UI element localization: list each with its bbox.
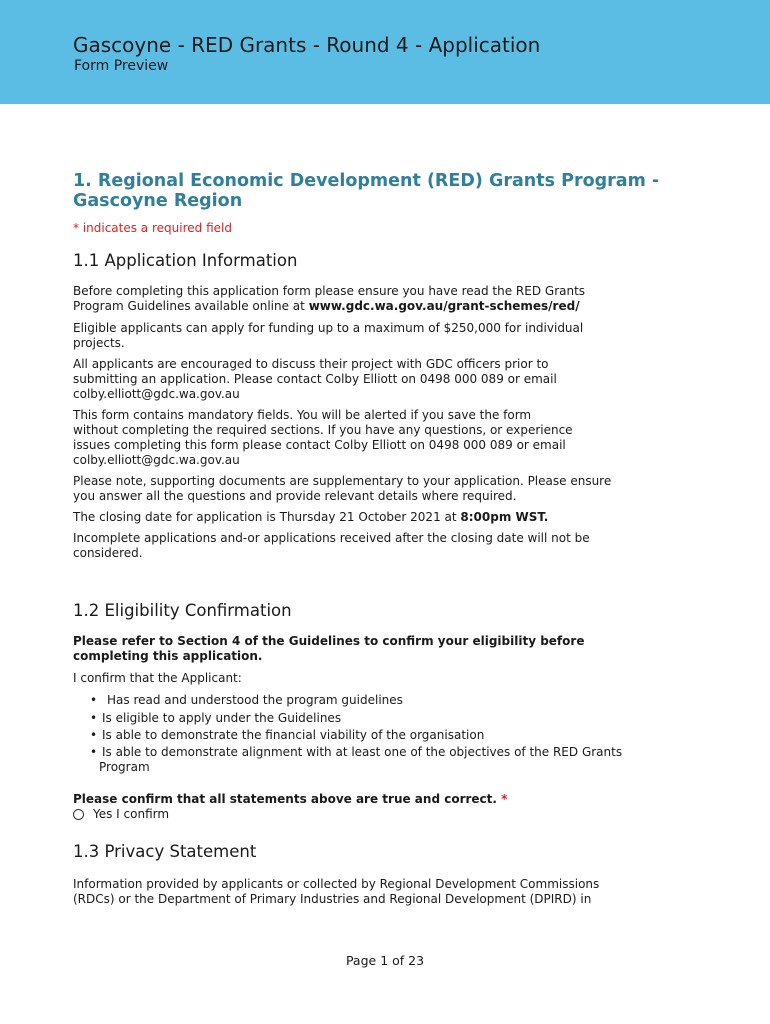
form-subtitle: Form Preview: [74, 58, 169, 74]
text-line: submitting an application. Please contact Colby Elliott on 0498 000 089 or email: [73, 372, 557, 386]
text-line: The closing date for application is Thursday 21 October 2021 at: [73, 510, 461, 524]
text-line: you answer all the questions and provide relevant details where required.: [73, 489, 517, 503]
application-info-paragraph-5: [73, 474, 673, 504]
list-item-text: Has read and understood the program guidelines: [107, 693, 403, 707]
application-info-paragraph-2: [73, 321, 673, 351]
application-info-paragraph-4: [73, 408, 673, 468]
text-line: considered.: [73, 546, 143, 560]
list-item-text: Is able to demonstrate alignment with at least one of the objectives of the RED Grants: [102, 744, 623, 759]
list-item-text-continued: Program: [99, 759, 150, 774]
text-line: issues completing this form please contact Colby Elliott on 0498 000 089 or email: [73, 438, 566, 452]
text-line: without completing the required sections. If you have any questions, or experience: [73, 423, 573, 437]
list-item-text: Is able to demonstrate the financial viability of the organisation: [102, 728, 485, 742]
radio-button[interactable]: [73, 809, 84, 820]
form-content: [73, 171, 673, 907]
privacy-paragraph: [73, 877, 673, 907]
text-line: (RDCs) or the Department of Primary Industries and Regional Development (DPIRD) in: [73, 891, 592, 906]
text-line: Incomplete applications and-or applications received after the closing date will not be: [73, 531, 590, 545]
closing-date-paragraph: [73, 510, 673, 525]
text-line: Before completing this application form please ensure you have read the RED Grants: [73, 284, 586, 298]
list-item: • Is eligible to apply under the Guidelines: [90, 710, 342, 725]
closing-time: 8:00pm WST.: [460, 510, 549, 524]
radio-label: Yes I confirm: [93, 806, 170, 821]
list-item: • Is able to demonstrate alignment with at least one of the objectives of the RED Grants Program: [90, 744, 623, 774]
section-1-title-line1: 1. Regional Economic Development (RED) Grants Program -: [73, 171, 660, 191]
text-line: This form contains mandatory fields. You will be alerted if you save the form: [73, 408, 532, 422]
text-line: Please confirm that all statements above are true and correct.: [73, 791, 497, 806]
contact-email: colby.elliott@gdc.wa.gov.au: [73, 453, 240, 467]
application-info-paragraph-3: [73, 357, 673, 402]
application-info-paragraph-7: [73, 531, 673, 561]
form-title: Gascoyne - RED Grants - Round 4 - Application: [73, 33, 541, 57]
section-1-3-heading: 1.3 Privacy Statement: [73, 841, 257, 861]
text-line: Program Guidelines available online at: [73, 299, 309, 313]
text-line: Please note, supporting documents are supplementary to your application. Please ensure: [73, 474, 612, 488]
section-1-2-heading: 1.2 Eligibility Confirmation: [73, 601, 292, 620]
eligibility-intro: I confirm that the Applicant:: [73, 671, 242, 685]
required-star: *: [501, 791, 508, 806]
list-item: • Is able to demonstrate the financial viability of the organisation: [90, 728, 485, 742]
text-line: Information provided by applicants or collected by Regional Development Commissions: [73, 876, 600, 891]
guidelines-link[interactable]: www.gdc.wa.gov.au/grant-schemes/red/: [308, 299, 580, 313]
contact-email: colby.elliott@gdc.wa.gov.au: [73, 387, 240, 401]
confirm-radio-option[interactable]: [73, 807, 673, 822]
text-line: Eligible applicants can apply for funding up to a maximum of $250,000 for individual: [73, 321, 584, 335]
list-item-text: Is eligible to apply under the Guidelines: [102, 710, 342, 725]
application-info-paragraph-1: [73, 284, 673, 314]
page-number: Page 1 of 23: [345, 953, 425, 968]
text-line: projects.: [73, 336, 125, 350]
text-line: Please refer to Section 4 of the Guidelines to confirm your eligibility before: [73, 634, 585, 648]
list-item: • Has read and understood the program guidelines: [90, 693, 403, 707]
eligibility-instruction: [73, 634, 673, 664]
text-line: completing this application.: [73, 649, 263, 663]
eligibility-list: [73, 692, 673, 775]
confirm-question: [73, 792, 673, 807]
section-1-title: [73, 171, 673, 211]
section-1-title-line2: Gascoyne Region: [73, 191, 243, 211]
text-line: All applicants are encouraged to discuss their project with GDC officers prior to: [73, 357, 549, 371]
page-header: [0, 0, 770, 104]
required-field-note: * indicates a required field: [73, 221, 232, 235]
section-1-1-heading: 1.1 Application Information: [73, 251, 298, 270]
